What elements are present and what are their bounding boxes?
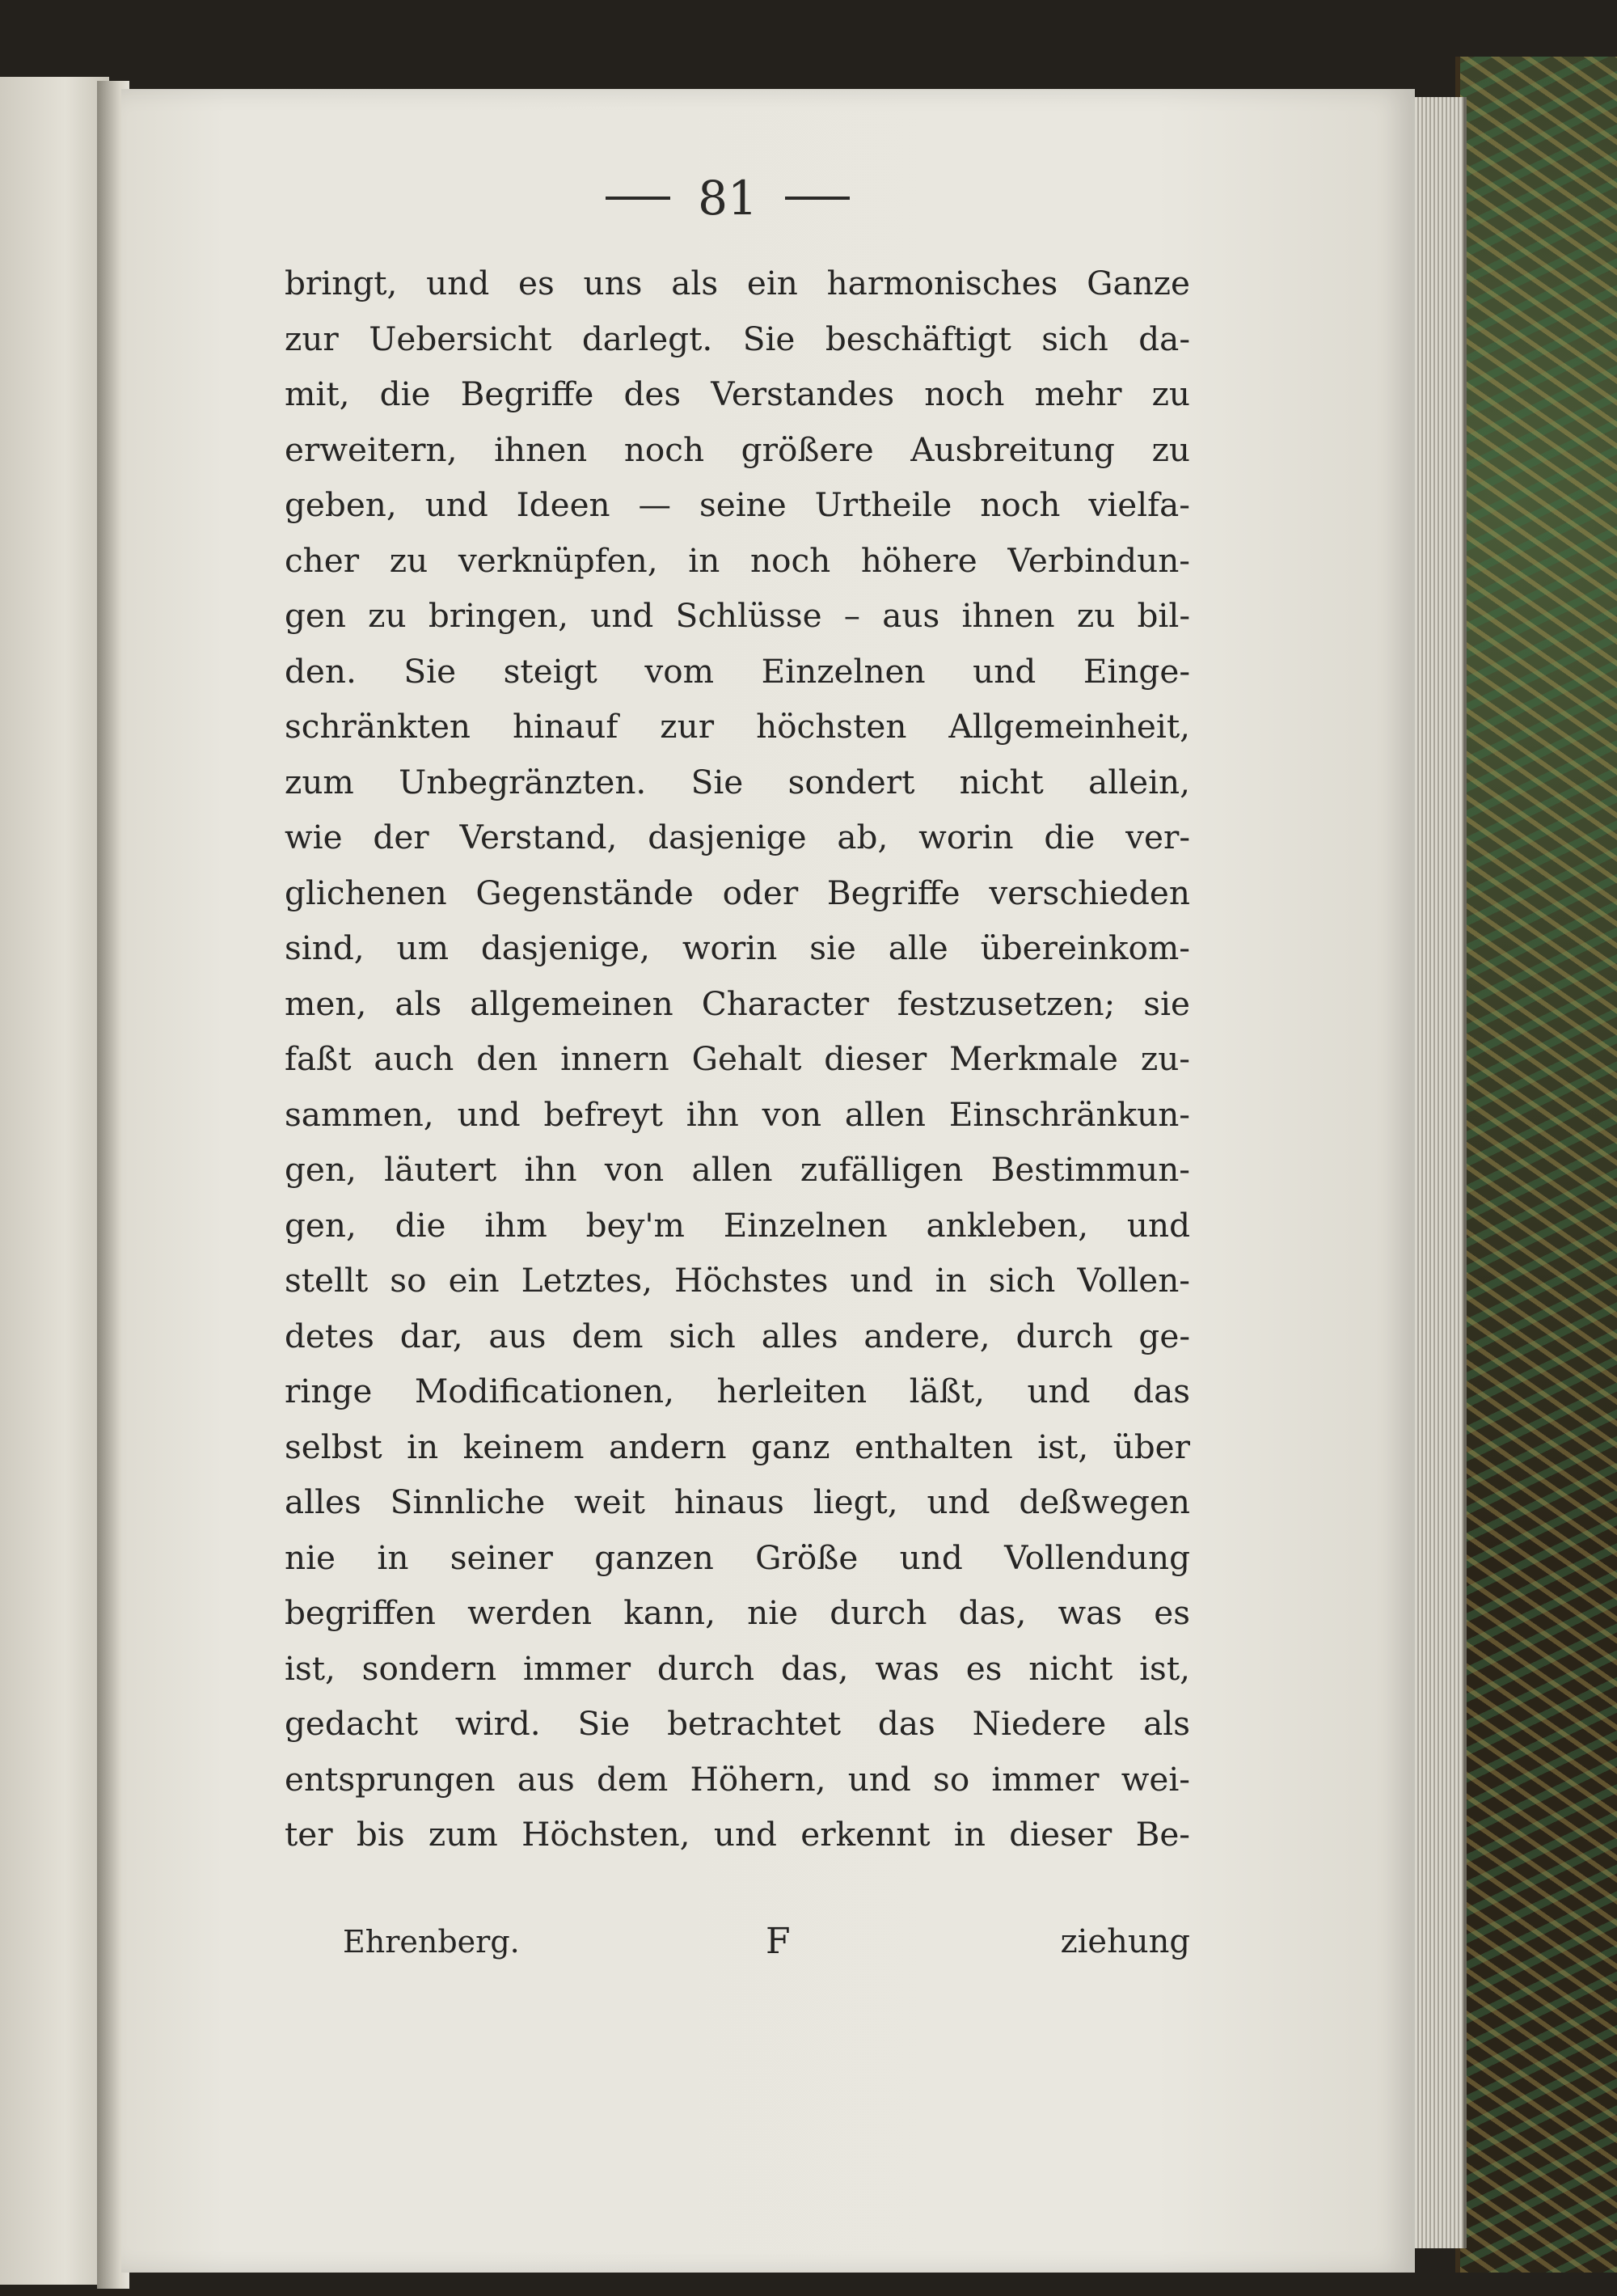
text-line: sind, um dasjenige, worin sie alle übereinkom- bbox=[285, 928, 1190, 967]
facing-page bbox=[0, 77, 109, 2285]
text-line: geben, und Ideen — seine Urtheile noch vielfa- bbox=[285, 485, 1190, 524]
body-text bbox=[285, 256, 1190, 1863]
text-line: ter bis zum Höchsten, und erkennt in dieser Be- bbox=[285, 1815, 1190, 1854]
header-dash-left bbox=[606, 197, 670, 200]
text-line: mit, die Begriffe des Verstandes noch mehr zu bbox=[285, 374, 1190, 413]
text-line: glichenen Gegenstände oder Begriffe verschieden bbox=[285, 873, 1190, 912]
text-line: gen, läutert ihn von allen zufälligen Bestimmun- bbox=[285, 1150, 1190, 1189]
text-line: stellt so ein Letztes, Höchstes und in sich Vollen- bbox=[285, 1261, 1190, 1300]
text-line: cher zu verknüpfen, in noch höhere Verbindun- bbox=[285, 540, 1190, 580]
text-line: alles Sinnliche weit hinaus liegt, und deßwegen bbox=[285, 1482, 1190, 1521]
page-footer bbox=[285, 1913, 1190, 1970]
text-line: gen, die ihm bey'm Einzelnen ankleben, und bbox=[285, 1205, 1190, 1245]
text-line: den. Sie steigt vom Einzelnen und Einge- bbox=[285, 651, 1190, 691]
text-line: nie in seiner ganzen Größe und Vollendung bbox=[285, 1537, 1190, 1577]
text-line: selbst in keinem andern ganz enthalten ist, über bbox=[285, 1427, 1190, 1466]
text-line: detes dar, aus dem sich alles andere, durch ge- bbox=[285, 1316, 1190, 1355]
text-line: entsprungen aus dem Höhern, und so immer wei- bbox=[285, 1759, 1190, 1799]
text-line: sammen, und befreyt ihn von allen Einschränkun- bbox=[285, 1094, 1190, 1134]
text-line: bringt, und es uns als ein harmonisches Ganze bbox=[285, 264, 1190, 302]
signature-mark: F bbox=[766, 1921, 791, 1962]
author-signature: Ehrenberg. bbox=[343, 1924, 520, 1960]
header-dash-right bbox=[785, 197, 850, 200]
text-line: zum Unbegränzten. Sie sondert nicht allein, bbox=[285, 762, 1190, 801]
text-line: faßt auch den innern Gehalt dieser Merkmale zu- bbox=[285, 1039, 1190, 1078]
text-line: zur Uebersicht darlegt. Sie beschäftigt sich da- bbox=[285, 319, 1190, 358]
text-line: ringe Modificationen, herleiten läßt, und das bbox=[285, 1372, 1190, 1410]
text-line: wie der Verstand, dasjenige ab, worin die ver- bbox=[285, 818, 1190, 856]
catchword: ziehung bbox=[1060, 1923, 1190, 1960]
page-number: 81 bbox=[698, 171, 758, 226]
page-header bbox=[582, 162, 873, 235]
text-line: men, als allgemeinen Character festzusetzen; sie bbox=[285, 983, 1190, 1023]
marbled-cover-board bbox=[1455, 57, 1617, 2273]
text-line: erweitern, ihnen noch größere Ausbreitung zu bbox=[285, 429, 1190, 469]
text-line: gen zu bringen, und Schlüsse – aus ihnen zu bil- bbox=[285, 596, 1190, 635]
text-line: begriffen werden kann, nie durch das, was es bbox=[285, 1593, 1190, 1632]
text-line: ist, sondern immer durch das, was es nicht ist, bbox=[285, 1648, 1190, 1688]
text-line: gedacht wird. Sie betrachtet das Niedere als bbox=[285, 1704, 1190, 1743]
text-line: schränkten hinauf zur höchsten Allgemeinheit, bbox=[285, 707, 1190, 746]
page-edges bbox=[1407, 97, 1467, 2248]
